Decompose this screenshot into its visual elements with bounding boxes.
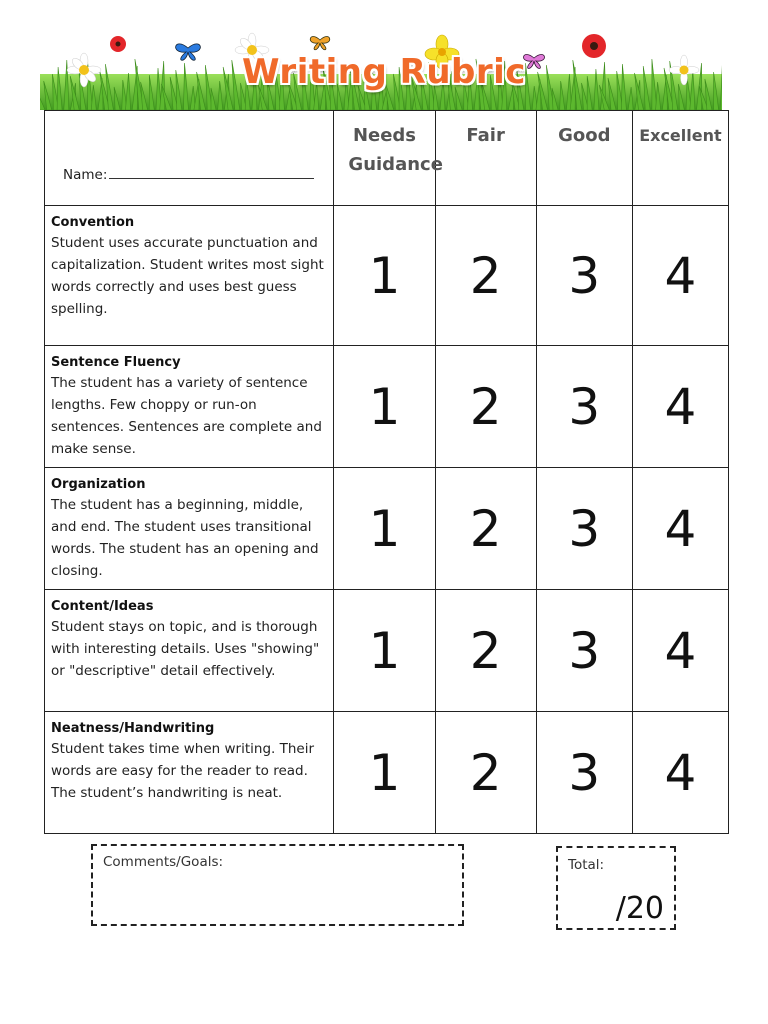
total-label: Total: [568, 857, 605, 873]
poppy-icon [110, 36, 126, 52]
score-option[interactable]: 4 [632, 468, 728, 590]
score-option[interactable]: 2 [435, 206, 536, 346]
score-option[interactable]: 1 [334, 206, 435, 346]
score-option[interactable]: 2 [435, 712, 536, 834]
criterion-name: Neatness/Handwriting [51, 721, 215, 736]
criterion-description: The student has a beginning, middle, and end. The student uses transitional words. The student has an opening and closing. [51, 497, 319, 579]
total-box[interactable] [556, 846, 676, 930]
level-fair: Fair [435, 111, 536, 206]
criterion-cell [45, 346, 334, 468]
criterion-name: Organization [51, 477, 146, 492]
comments-goals-box[interactable] [91, 844, 464, 926]
level-good: Good [536, 111, 632, 206]
score-option[interactable]: 3 [536, 712, 632, 834]
total-value: /20 [615, 891, 664, 926]
criterion-description: Student takes time when writing. Their words are easy for the reader to read. The student’s handwriting is neat. [51, 741, 315, 801]
score-option[interactable]: 1 [334, 346, 435, 468]
criterion-row [45, 712, 729, 834]
criterion-name: Sentence Fluency [51, 355, 181, 370]
score-option[interactable]: 1 [334, 468, 435, 590]
score-option[interactable]: 4 [632, 590, 728, 712]
name-label: Name: [63, 167, 108, 183]
score-option[interactable]: 2 [435, 346, 536, 468]
criterion-cell [45, 712, 334, 834]
score-option[interactable]: 3 [536, 346, 632, 468]
score-option[interactable]: 2 [435, 590, 536, 712]
score-option[interactable]: 4 [632, 712, 728, 834]
criterion-description: Student stays on topic, and is thorough with interesting details. Uses "showing" or "descriptive" detail effectively. [51, 619, 320, 679]
criterion-cell [45, 206, 334, 346]
criterion-row [45, 468, 729, 590]
rubric-table [44, 110, 729, 834]
level-excellent: Excellent [632, 111, 728, 206]
score-option[interactable]: 1 [334, 590, 435, 712]
score-option[interactable]: 2 [435, 468, 536, 590]
score-option[interactable]: 4 [632, 206, 728, 346]
butterfly-icon [310, 37, 329, 50]
criterion-name: Content/Ideas [51, 599, 154, 614]
score-option[interactable]: 3 [536, 206, 632, 346]
name-blank-line[interactable] [109, 166, 314, 179]
criterion-row [45, 590, 729, 712]
score-option[interactable]: 4 [632, 346, 728, 468]
criterion-description: The student has a variety of sentence lengths. Few choppy or run-on sentences. Sentences are complete and make sense. [51, 375, 322, 457]
rubric-title: Writing Rubric [242, 52, 526, 92]
comments-label: Comments/Goals: [103, 854, 224, 870]
criterion-cell [45, 468, 334, 590]
criterion-row [45, 206, 729, 346]
score-option[interactable]: 3 [536, 468, 632, 590]
criterion-row [45, 346, 729, 468]
criterion-cell [45, 590, 334, 712]
criterion-name: Convention [51, 215, 135, 230]
criterion-description: Student uses accurate punctuation and capitalization. Student writes most sight words correctly and uses best guess spelling. [51, 235, 324, 317]
header-row [45, 111, 729, 206]
score-option[interactable]: 3 [536, 590, 632, 712]
level-needs-guidance: Needs Guidance [334, 111, 435, 206]
score-option[interactable]: 1 [334, 712, 435, 834]
name-cell [45, 111, 334, 206]
